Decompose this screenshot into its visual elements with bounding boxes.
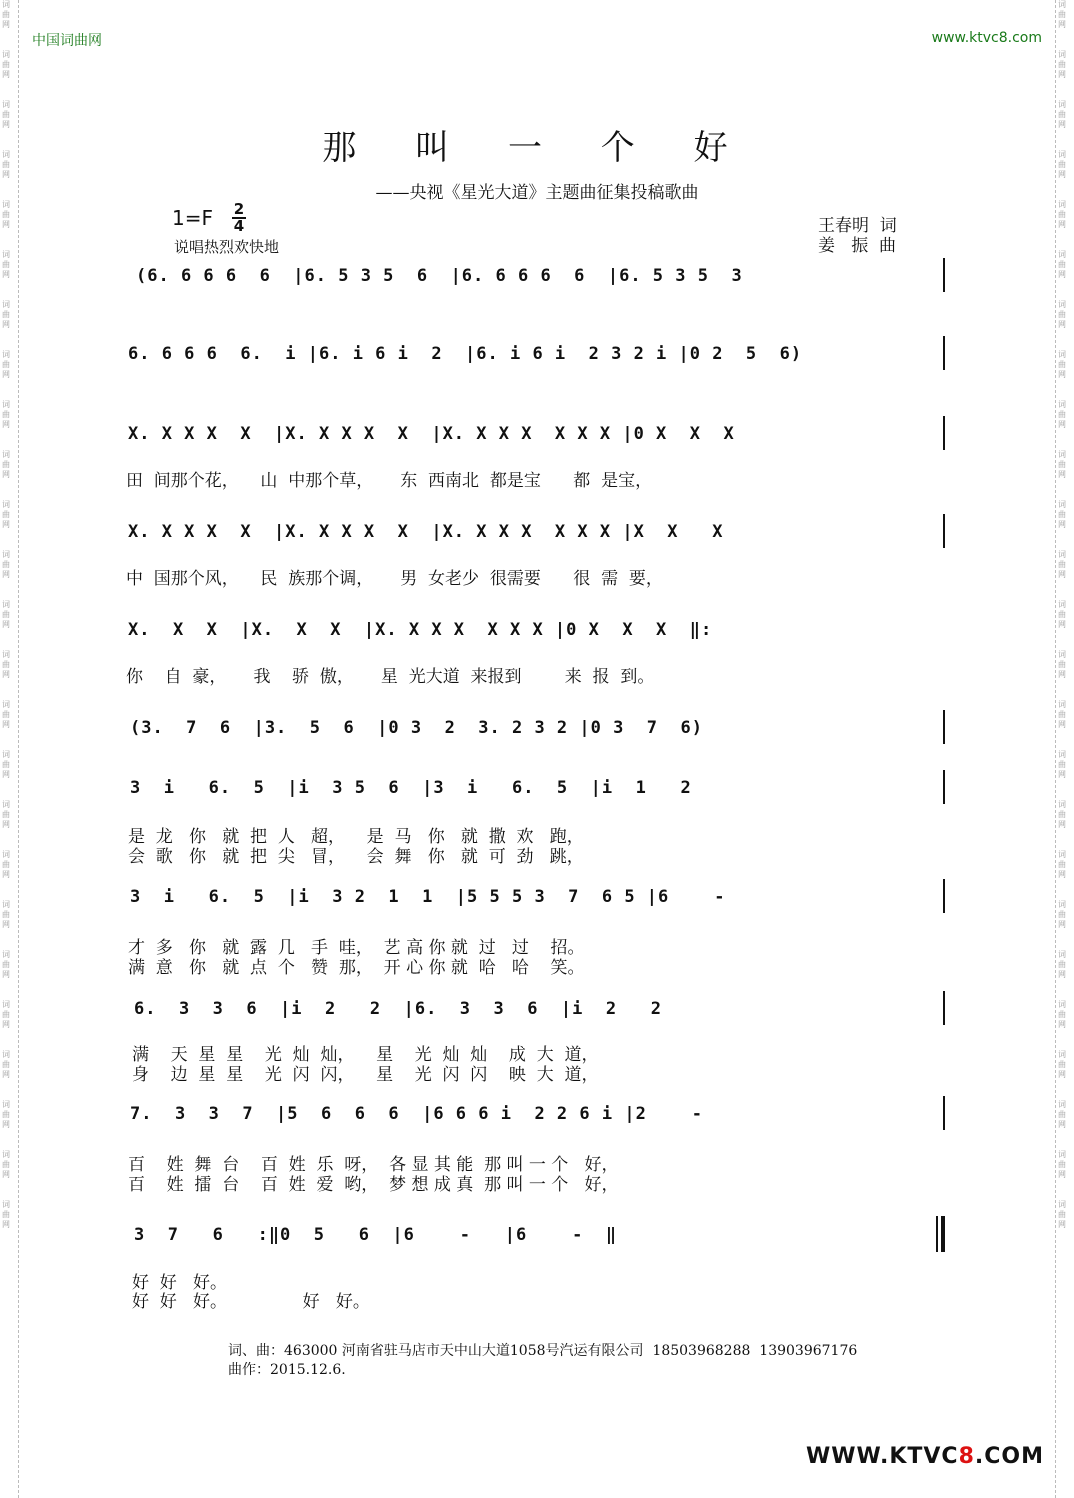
lyric-line-5a: 你 自 豪， 我 骄 傲， 星 光大道 来报到 来 报 到。 <box>126 667 655 687</box>
lyric-line-4a: 中 国那个风， 民 族那个调， 男 女老少 很需要 很 需 要， <box>126 569 663 589</box>
notes-line-3: X. X X X X |X. X X X X |X. X X X X X X |0 X X X <box>128 424 735 444</box>
composer-credit: 姜 振 曲 <box>818 236 897 256</box>
lyric-line-9b: 身 边 星 星 光 闪 闪， 星 光 闪 闪 映 大 道， <box>132 1065 599 1085</box>
notes-line-11: 3 7 6 :‖0 5 6 |6 - |6 - ‖ <box>134 1225 618 1245</box>
site-logo[interactable] <box>806 1444 1044 1469</box>
time-signature-top: 2 <box>233 200 245 218</box>
lyric-line-8b: 满 意 你 就 点 个 赞 那， 开 心 你 就 哈 哈 笑。 <box>128 958 585 978</box>
system-end-barline <box>943 416 945 450</box>
notes-line-6: (3. 7 6 |3. 5 6 |0 3 2 3. 2 3 2 |0 3 7 6) <box>130 718 703 738</box>
lyric-line-3a: 田 间那个花， 山 中那个草， 东 西南北 都是宝 都 是宝， <box>126 471 653 491</box>
lyric-line-11a: 好 好 好。 <box>132 1273 228 1293</box>
logo-text-accent: 8 <box>958 1444 975 1469</box>
system-end-barline <box>943 991 945 1025</box>
footer-date: 曲作：2015.12.6. <box>228 1362 346 1378</box>
lyricist-credit: 王春明 词 <box>818 216 897 236</box>
left-margin-watermark: 词 曲 网 词 曲 网 词 曲 网 词 曲 网 词 曲 网 词 曲 网 词 曲 网 词 曲 网 词 曲 网 词 曲 网 词 曲 网 词 曲 网 词 曲 网 词 曲 网 词 曲 网 词 曲 网 词 曲 网 词 曲 网 词 曲 网 词 曲 网 词 曲 网 词 曲 网 词 曲 网 词 曲 网 词 曲 网 <box>2 0 10 1229</box>
left-margin-strip <box>0 0 19 1498</box>
notes-line-5: X. X X |X. X X |X. X X X X X X |0 X X X ‖: <box>128 620 713 640</box>
system-end-barline <box>943 770 945 804</box>
final-barline-thin <box>936 1216 938 1252</box>
lyric-line-8a: 才 多 你 就 露 几 手 哇， 艺 高 你 就 过 过 招。 <box>128 938 585 958</box>
notes-line-9: 6. 3 3 6 |i 2 2 |6. 3 3 6 |i 2 2 <box>134 999 663 1019</box>
footer-info <box>228 1342 857 1380</box>
song-title: 那 叫 一 个 好 <box>322 128 752 168</box>
notes-line-2: 6. 6 6 6 6. i |6. i 6 i 2 |6. i 6 i 2 3 2 i |0 2 5 6) <box>128 344 803 364</box>
system-end-barline <box>943 1096 945 1130</box>
final-barline-thick <box>941 1216 945 1252</box>
logo-text-tail: .COM <box>974 1444 1044 1469</box>
right-margin-watermark: 词 曲 网 词 曲 网 词 曲 网 词 曲 网 词 曲 网 词 曲 网 词 曲 网 词 曲 网 词 曲 网 词 曲 网 词 曲 网 词 曲 网 词 曲 网 词 曲 网 词 曲 网 词 曲 网 词 曲 网 词 曲 网 词 曲 网 词 曲 网 词 曲 网 词 曲 网 词 曲 网 词 曲 网 词 曲 网 <box>1058 0 1066 1229</box>
system-end-barline <box>943 710 945 744</box>
notes-line-1: (6. 6 6 6 6 |6. 5 3 5 6 |6. 6 6 6 6 |6. 5 3 5 3 <box>136 266 743 286</box>
time-signature-bottom: 4 <box>233 217 245 235</box>
lyric-line-7b: 会 歌 你 就 把 尖 冒， 会 舞 你 就 可 劲 跳， <box>128 847 584 867</box>
system-end-barline <box>943 336 945 370</box>
time-signature <box>232 202 246 234</box>
notes-line-10: 7. 3 3 7 |5 6 6 6 |6 6 6 i 2 2 6 i |2 - <box>130 1104 703 1124</box>
lyric-line-9a: 满 天 星 星 光 灿 灿， 星 光 灿 灿 成 大 道， <box>132 1045 599 1065</box>
system-end-barline <box>943 879 945 913</box>
key-signature: 1=F <box>172 206 213 230</box>
lyric-line-10a: 百 姓 舞 台 百 姓 乐 呀， 各 显 其 能 那 叫 一 个 好， <box>128 1155 619 1175</box>
lyric-line-11b: 好 好 好。 好 好。 <box>132 1292 370 1312</box>
system-end-barline <box>943 514 945 548</box>
song-subtitle: ——央视《星光大道》主题曲征集投稿歌曲 <box>375 183 699 203</box>
footer-address: 词、曲：463000 河南省驻马店市天中山大道1058号汽运有限公司 18503968288 13903967176 <box>228 1343 858 1359</box>
lyric-line-7a: 是 龙 你 就 把 人 超， 是 马 你 就 撒 欢 跑， <box>128 827 584 847</box>
right-margin-strip <box>1055 0 1074 1498</box>
tempo-marking: 说唱热烈欢快地 <box>174 238 280 256</box>
notes-line-4: X. X X X X |X. X X X X |X. X X X X X X |X X X <box>128 522 724 542</box>
logo-text-main: WWW.KTVC <box>805 1444 959 1469</box>
credits <box>818 216 897 256</box>
system-end-barline <box>943 258 945 292</box>
site-name-left[interactable]: 中国词曲网 <box>32 33 102 49</box>
notes-line-8: 3 i 6. 5 |i 3 2 1 1 |5 5 5 3 7 6 5 |6 - <box>130 887 726 907</box>
notes-line-7: 3 i 6. 5 |i 3 5 6 |3 i 6. 5 |i 1 2 <box>130 778 692 798</box>
lyric-line-10b: 百 姓 擂 台 百 姓 爱 哟， 梦 想 成 真 那 叫 一 个 好， <box>128 1175 619 1195</box>
site-url-right[interactable]: www.ktvc8.com <box>931 30 1042 46</box>
